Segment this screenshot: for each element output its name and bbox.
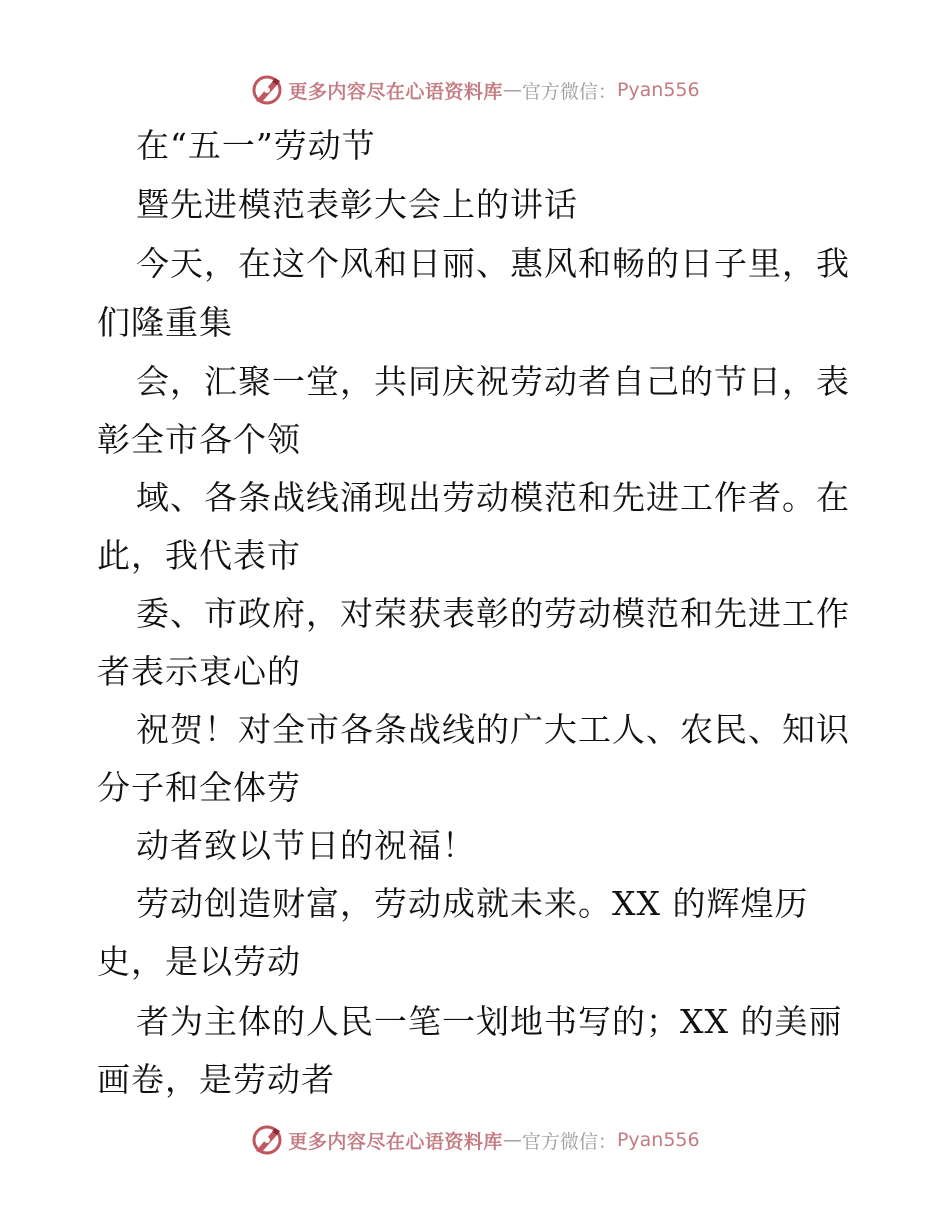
banner-wechat-label: 官方微信： (521, 1130, 617, 1153)
banner-wechat-label: 官方微信： (521, 80, 617, 103)
pen-circle-logo-icon (250, 1123, 284, 1157)
doc-title-line-1: 在“五一”劳动节 (136, 126, 376, 165)
doc-text-line: 会，汇聚一堂，共同庆祝劳动者自己的节日，表 (136, 362, 850, 401)
doc-text-line: 史，是以劳动 (97, 942, 301, 981)
banner-wechat-id: Pyan556 (616, 79, 700, 101)
doc-text-line: 域、各条战线涌现出劳动模范和先进工作者。在 (136, 478, 850, 517)
header-watermark-banner (0, 70, 950, 110)
pen-circle-logo-icon (250, 73, 284, 107)
doc-text-line: 祝贺！对全市各条战线的广大工人、农民、知识 (136, 710, 850, 749)
doc-text-line: 委、市政府，对荣获表彰的劳动模范和先进工作 (136, 594, 850, 633)
doc-text-line: 们隆重集 (97, 303, 233, 342)
doc-text-line: 分子和全体劳 (97, 768, 301, 807)
banner-text: 更多内容尽在心语资料库 (288, 1130, 503, 1153)
banner-separator: — (502, 1129, 522, 1151)
doc-text-line: 今天，在这个风和日丽、惠风和畅的日子里，我 (136, 244, 850, 283)
footer-watermark-banner (0, 1120, 950, 1160)
doc-text-line: 劳动创造财富，劳动成就未来。XX 的辉煌历 (136, 884, 809, 923)
doc-text-line: 彰全市各个领 (97, 420, 301, 459)
banner-wechat-id: Pyan556 (616, 1129, 700, 1151)
doc-title-line-2: 暨先进模范表彰大会上的讲话 (136, 185, 578, 224)
doc-text-line: 动者致以节日的祝福！ (136, 826, 476, 865)
doc-text-line: 者为主体的人民一笔一划地书写的；XX 的美丽 (136, 1002, 843, 1041)
doc-text-line: 画卷，是劳动者 (97, 1060, 335, 1099)
banner-separator: — (502, 79, 522, 101)
doc-text-line: 此，我代表市 (97, 536, 301, 575)
banner-text: 更多内容尽在心语资料库 (288, 80, 503, 103)
doc-text-line: 者表示衷心的 (97, 652, 301, 691)
